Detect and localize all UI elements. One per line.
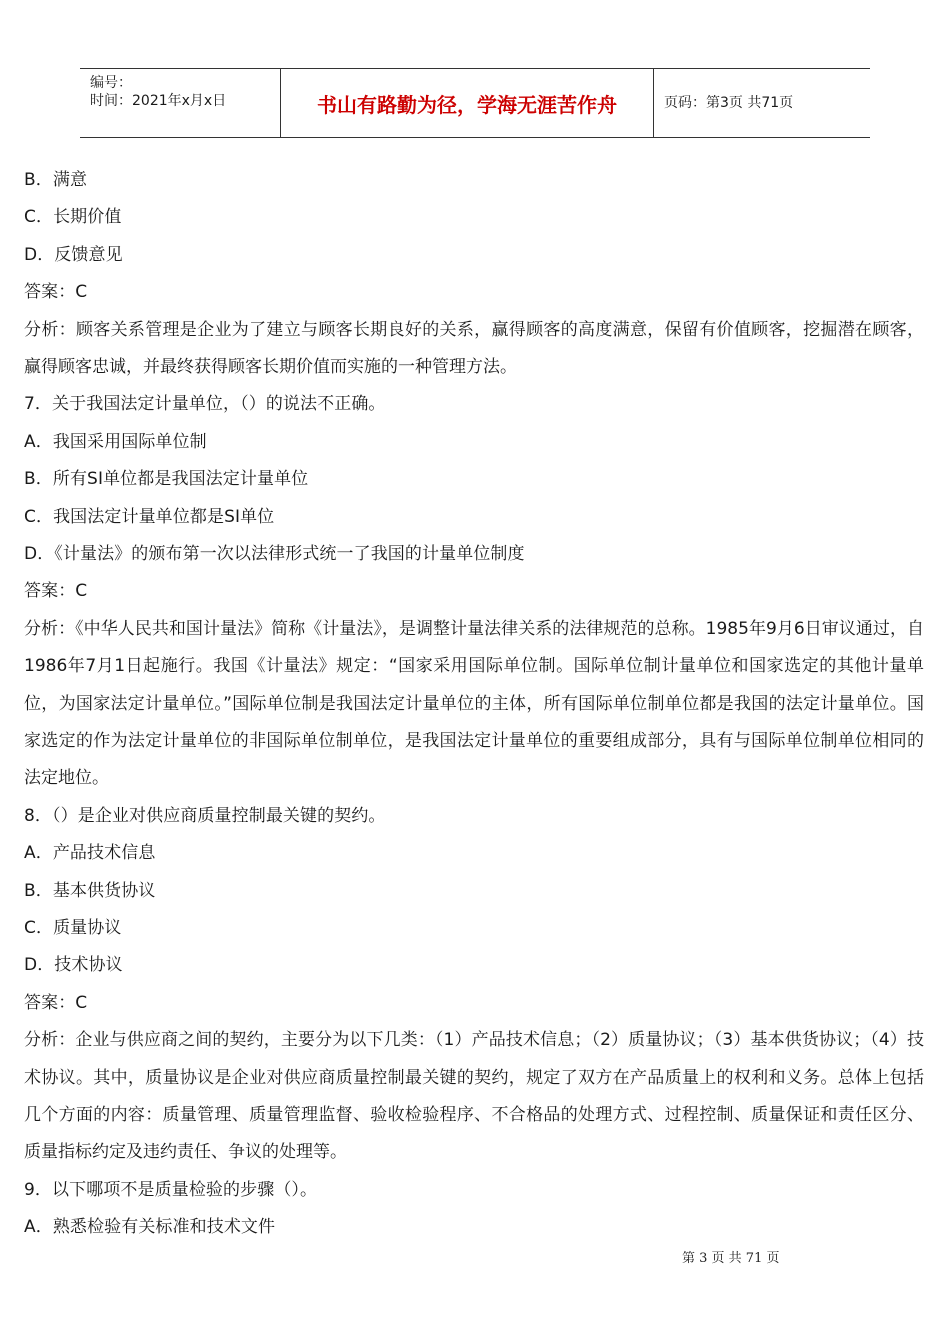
question-line: 9．以下哪项不是质量检验的步骤（）。	[24, 1179, 318, 1200]
header-motto: 书山有路勤为径，学海无涯苦作舟	[317, 93, 617, 117]
question-line: 7．关于我国法定计量单位，（）的说法不正确。	[24, 394, 386, 415]
analysis-paragraph: 分析：企业与供应商之间的契约，主要分为以下几类：（1）产品技术信息；（2）质量协议；（3）基本供货协议；（4）技术协议。其中，质量协议是企业对供应商质量控制最关键的契约，规定了双方在产品质量上的权利和义务。总体上包括几个方面的内容：质量管理、质量管理监督、验收检验程序、不合格品的处理方式、过程控制、质量保证和责任区分、质量指标约定及违约责任、争议的处理等。	[24, 1030, 924, 1163]
answer-line: 答案：C	[24, 992, 88, 1013]
document-code-label: 编号：	[90, 75, 132, 91]
option-line: D．技术协议	[24, 955, 123, 976]
analysis-paragraph: 分析：《中华人民共和国计量法》简称《计量法》，是调整计量法律关系的法律规范的总称。1985年9月6日审议通过，自1986年7月1日起施行。我国《计量法》规定：“国家采用国际单位制。国际单位制计量单位和国家选定的其他计量单位，为国家法定计量单位。”国际单位制是我国法定计量单位的主体，所有国际单位制单位都是我国的法定计量单位。国家选定的作为法定计量单位的非国际单位制单位，是我国法定计量单位的重要组成部分，具有与国际单位制单位相同的法定地位。	[24, 618, 924, 789]
question-line: 8．（）是企业对供应商质量控制最关键的契约。	[24, 805, 386, 826]
option-line: A．我国采用国际单位制	[24, 431, 207, 452]
option-line: A．熟悉检验有关标准和技术文件	[24, 1217, 276, 1238]
option-line: B．所有SI单位都是我国法定计量单位	[24, 469, 309, 490]
option-line: B．满意	[24, 170, 88, 190]
option-line: C．我国法定计量单位都是SI单位	[24, 506, 275, 527]
answer-line: 答案：C	[24, 282, 88, 303]
page-footer: 第 3 页 共 71 页	[682, 1251, 780, 1266]
analysis-paragraph: 分析：顾客关系管理是企业为了建立与顾客长期良好的关系，赢得顾客的高度满意，保留有价值顾客，挖掘潜在顾客，赢得顾客忠诚，并最终获得顾客长期价值而实施的一种管理方法。	[24, 319, 924, 377]
option-line: B．基本供货协议	[24, 880, 156, 901]
option-line: D．反馈意见	[24, 244, 123, 265]
option-line: A．产品技术信息	[24, 843, 156, 864]
header-middle-cell	[281, 69, 654, 137]
page-header	[80, 68, 870, 138]
header-right-cell	[654, 69, 870, 137]
document-body	[24, 162, 924, 1247]
header-page-number: 页码：第3页 共71页	[664, 95, 794, 111]
document-date: 时间：2021年x月x日	[90, 93, 227, 109]
option-line: D．《计量法》的颁布第一次以法律形式统一了我国的计量单位制度	[24, 543, 525, 564]
option-line: C．长期价值	[24, 207, 122, 228]
option-line: C．质量协议	[24, 917, 122, 938]
header-left-cell	[80, 69, 281, 137]
answer-line: 答案：C	[24, 581, 88, 602]
